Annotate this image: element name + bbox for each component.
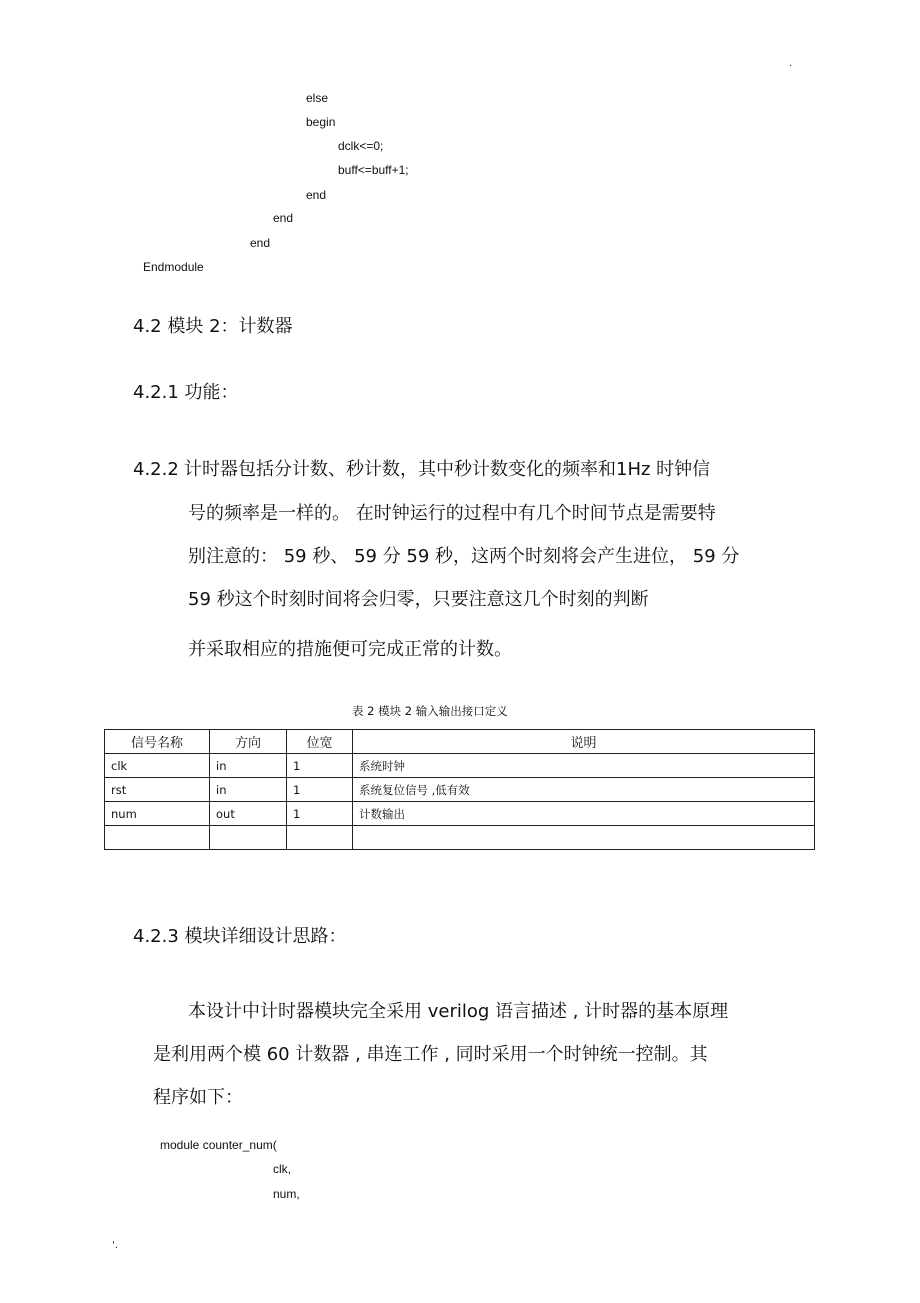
table-row — [105, 826, 815, 850]
cell: in — [210, 778, 287, 802]
cell: in — [210, 754, 287, 778]
code-line: Endmodule — [143, 260, 204, 274]
paragraph-line: 并采取相应的措施便可完成正常的计数。 — [188, 639, 512, 660]
paragraph-line: 是利用两个模 60 计数器 , 串连工作 , 同时采用一个时钟统一控制。其 — [153, 1044, 708, 1065]
cell — [287, 826, 353, 850]
code-line: end — [273, 211, 294, 225]
cell: 计数输出 — [353, 802, 815, 826]
code-line: end — [306, 188, 327, 202]
code-line: clk, — [273, 1162, 291, 1176]
cell — [210, 826, 287, 850]
code-line: dclk<=0; — [338, 139, 384, 153]
table-header-row — [105, 730, 815, 754]
paragraph-line: 本设计中计时器模块完全采用 verilog 语言描述 , 计时器的基本原理 — [188, 1001, 729, 1022]
heading-4-2-3: 4.2.3 模块详细设计思路： — [133, 926, 347, 947]
page-mark-top: . — [789, 58, 793, 69]
paragraph-line: 号的频率是一样的。 在时钟运行的过程中有几个时间节点是需要特 — [188, 503, 716, 524]
cell: clk — [105, 754, 210, 778]
table-caption: 表 2 模块 2 输入输出接口定义 — [352, 704, 508, 718]
code-line: else — [306, 91, 329, 105]
cell: 1 — [287, 778, 353, 802]
cell: 1 — [287, 802, 353, 826]
header-signal-name: 信号名称 — [105, 730, 210, 754]
page-mark-bottom: '. — [112, 1240, 118, 1251]
interface-table — [104, 729, 815, 850]
heading-4-2: 4.2 模块 2：计数器 — [133, 316, 293, 337]
code-line: module counter_num( — [160, 1138, 277, 1152]
code-line: begin — [306, 115, 336, 129]
cell: num — [105, 802, 210, 826]
cell: rst — [105, 778, 210, 802]
paragraph-line: 59 秒这个时刻时间将会归零，只要注意这几个时刻的判断 — [188, 589, 649, 610]
cell: 系统时钟 — [353, 754, 815, 778]
header-direction: 方向 — [210, 730, 287, 754]
table-row — [105, 778, 815, 802]
heading-4-2-1: 4.2.1 功能： — [133, 382, 239, 403]
code-line: buff<=buff+1; — [338, 163, 409, 177]
section-number: 4.2.2 — [133, 459, 179, 480]
cell: 系统复位信号 ,低有效 — [353, 778, 815, 802]
cell: out — [210, 802, 287, 826]
table-row — [105, 802, 815, 826]
cell — [105, 826, 210, 850]
cell — [353, 826, 815, 850]
paragraph-line: 计时器包括分计数、秒计数，其中秒计数变化的频率和1Hz 时钟信 — [184, 459, 711, 480]
cell: 1 — [287, 754, 353, 778]
paragraph-line: 程序如下： — [153, 1087, 243, 1108]
header-description: 说明 — [353, 730, 815, 754]
code-line: end — [250, 236, 271, 250]
code-line: num, — [273, 1187, 300, 1201]
header-width: 位宽 — [287, 730, 353, 754]
table-row — [105, 754, 815, 778]
paragraph-line: 别注意的： 59 秒、 59 分 59 秒，这两个时刻将会产生进位， 59 分 — [188, 546, 740, 567]
